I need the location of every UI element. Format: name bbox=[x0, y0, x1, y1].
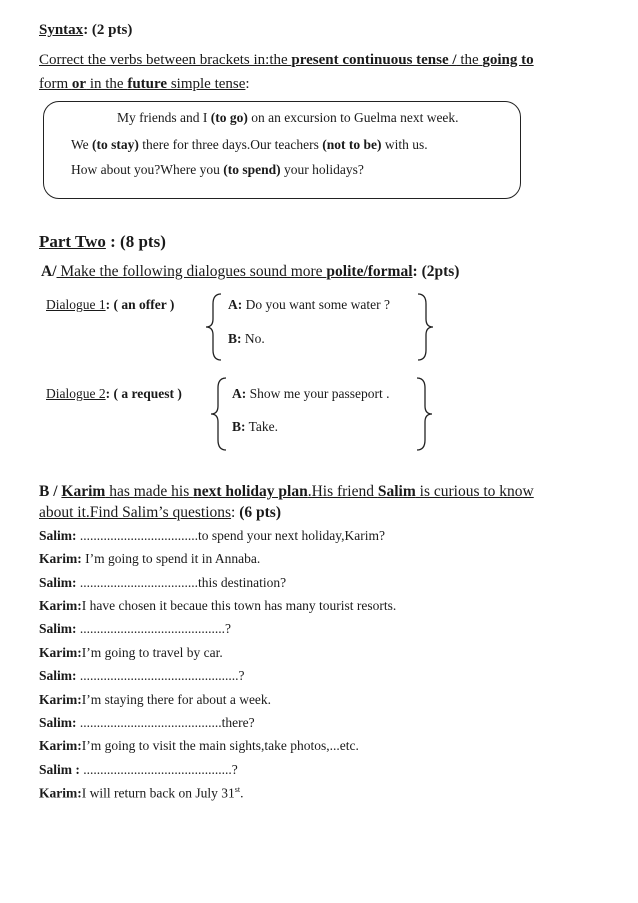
part-two-title: Part Two bbox=[39, 232, 106, 251]
line-text: ...................................this destination? bbox=[76, 575, 287, 590]
box-line-1 bbox=[117, 110, 459, 126]
speaker: Salim : bbox=[39, 762, 80, 777]
section-b-heading bbox=[39, 481, 605, 523]
line-text: I have chosen it becaue this town has many tourist resorts. bbox=[81, 598, 397, 613]
box-line-1-post: on an excursion to Guelma next week. bbox=[247, 110, 459, 125]
dialogue-2-b-text: Take. bbox=[245, 419, 279, 434]
section-a-marker: A/ bbox=[41, 263, 57, 280]
section-a-points: (2pts) bbox=[417, 263, 460, 280]
section-b-salim: Salim bbox=[377, 483, 416, 500]
dialogue-2-b bbox=[232, 419, 278, 435]
box-line-1-pre: My friends and I bbox=[117, 110, 211, 125]
speaker: Salim: bbox=[39, 668, 77, 683]
box-line-2 bbox=[71, 137, 428, 153]
section-b-marker: B / bbox=[39, 483, 58, 500]
section-b-colon: : bbox=[231, 504, 240, 521]
section-b-plan: next holiday plan bbox=[193, 483, 308, 500]
section-b-points: (6 pts) bbox=[239, 504, 281, 521]
instr-tense1: present continuous tense / bbox=[291, 52, 457, 68]
instr-part3: in the bbox=[86, 76, 128, 92]
dialogue-2-a-speaker: A: bbox=[232, 386, 247, 401]
conversation-line bbox=[39, 551, 260, 567]
speaker: Karim: bbox=[39, 598, 82, 613]
instr-future: future bbox=[127, 76, 168, 92]
section-b-text2: .His friend bbox=[307, 483, 378, 500]
conversation-line bbox=[39, 645, 223, 661]
dialogue-1-name: Dialogue 1 bbox=[46, 297, 106, 312]
box-line-2-pre: We bbox=[71, 137, 93, 152]
box-line-1-verb: (to go) bbox=[210, 110, 248, 125]
dialogue-1-label bbox=[46, 297, 174, 313]
speaker: Karim: bbox=[39, 551, 82, 566]
instr-colon: : bbox=[245, 76, 250, 92]
conversation-line bbox=[39, 785, 243, 802]
box-line-2-post: with us. bbox=[381, 137, 428, 152]
dialogue-2-a bbox=[232, 386, 389, 402]
conversation-line bbox=[39, 762, 238, 778]
conversation-line bbox=[39, 598, 396, 614]
instr-form: form bbox=[39, 76, 72, 92]
syntax-title: Syntax bbox=[39, 22, 84, 38]
box-line-2-verb2: (not to be) bbox=[322, 137, 382, 152]
box-line-3-verb: (to spend) bbox=[223, 162, 281, 177]
line-text: I’m going to visit the main sights,take photos,...etc. bbox=[81, 738, 359, 753]
speaker: Karim: bbox=[39, 692, 82, 707]
dialogue-1-b bbox=[228, 331, 265, 347]
instr-part4: simple tense bbox=[167, 76, 246, 92]
conversation-line bbox=[39, 668, 245, 684]
part-two-points: : (8 pts) bbox=[105, 232, 166, 251]
section-b-line2: about it.Find Salim’s questions bbox=[39, 504, 232, 521]
left-brace-icon bbox=[203, 292, 225, 362]
part-two-heading bbox=[39, 232, 166, 252]
section-a-colon: : bbox=[412, 263, 418, 280]
dialogue-1-b-text: No. bbox=[241, 331, 265, 346]
line-end: . bbox=[240, 785, 244, 801]
box-line-3-post: your holidays? bbox=[280, 162, 364, 177]
dialogue-1-kind: : ( an offer ) bbox=[105, 297, 175, 312]
speaker: Karim: bbox=[39, 738, 82, 753]
line-text: ...................................to spend your next holiday,Karim? bbox=[76, 528, 385, 543]
syntax-points: : (2 pts) bbox=[83, 22, 133, 38]
line-text: ............................................? bbox=[79, 762, 238, 777]
speaker: Karim: bbox=[39, 645, 82, 660]
speaker: Salim: bbox=[39, 575, 77, 590]
syntax-heading bbox=[39, 22, 132, 39]
speaker: Salim: bbox=[39, 715, 77, 730]
dialogue-2-a-text: Show me your passeport . bbox=[246, 386, 390, 401]
section-b-karim: Karim bbox=[61, 483, 106, 500]
line-text: I’m going to spend it in Annaba. bbox=[81, 551, 261, 566]
dialogue-2-name: Dialogue 2 bbox=[46, 386, 106, 401]
speaker: Karim: bbox=[39, 785, 82, 801]
dialogue-1-a bbox=[228, 297, 390, 313]
conversation-line bbox=[39, 528, 385, 544]
instr-or: or bbox=[71, 76, 87, 92]
dialogue-1-a-speaker: A: bbox=[228, 297, 243, 312]
conversation-line bbox=[39, 738, 359, 754]
line-text: ...............................................? bbox=[76, 668, 245, 683]
line-text: I’m going to travel by car. bbox=[81, 645, 223, 660]
dialogue-2-b-speaker: B: bbox=[232, 419, 246, 434]
section-b-text3: is curious to know bbox=[415, 483, 534, 500]
instr-part1: Correct the verbs between brackets in:the bbox=[39, 52, 292, 68]
instr-part2: the bbox=[456, 52, 483, 68]
syntax-instruction bbox=[39, 48, 605, 96]
line-text: ..........................................there? bbox=[76, 715, 255, 730]
left-brace-icon bbox=[208, 376, 230, 452]
conversation-line bbox=[39, 715, 255, 731]
conversation-line bbox=[39, 692, 271, 708]
box-line-3 bbox=[71, 162, 364, 178]
box-line-2-mid: there for three days.Our teachers bbox=[138, 137, 323, 152]
dialogue-1-b-speaker: B: bbox=[228, 331, 242, 346]
conversation-line bbox=[39, 575, 286, 591]
line-text: I’m staying there for about a week. bbox=[81, 692, 272, 707]
dialogue-2-kind: : ( a request ) bbox=[105, 386, 182, 401]
right-brace-icon bbox=[413, 376, 435, 452]
instr-going-to: going to bbox=[482, 52, 534, 68]
right-brace-icon bbox=[414, 292, 436, 362]
section-a-text: Make the following dialogues sound more bbox=[56, 263, 327, 280]
speaker: Salim: bbox=[39, 621, 77, 636]
speaker: Salim: bbox=[39, 528, 77, 543]
box-line-3-pre: How about you?Where you bbox=[71, 162, 224, 177]
box-line-2-verb1: (to stay) bbox=[92, 137, 139, 152]
dialogue-1-a-text: Do you want some water ? bbox=[242, 297, 390, 312]
dialogue-2-label bbox=[46, 386, 182, 402]
section-b-text1: has made his bbox=[105, 483, 194, 500]
section-a-heading bbox=[41, 263, 459, 281]
conversation-line bbox=[39, 621, 231, 637]
superscript: st bbox=[234, 785, 241, 794]
line-text: I will return back on July 31 bbox=[81, 785, 235, 801]
line-text: ...........................................? bbox=[76, 621, 232, 636]
section-a-emph: polite/formal bbox=[326, 263, 413, 280]
